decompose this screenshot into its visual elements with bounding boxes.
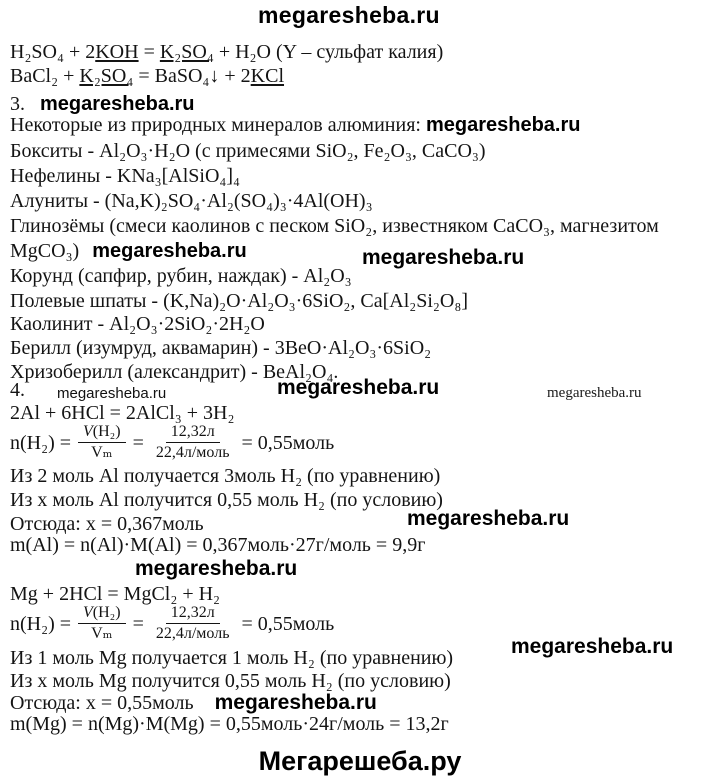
watermark-megaresheba-mg-right: megaresheba.ru <box>511 635 674 658</box>
mineral-feldspar: Полевые шпаты - (K,Na)₂O·Al₂O₃·6SiO₂, Ca[Al₂Si₂O₈] <box>10 290 468 312</box>
mineral-chrysoberyl: Хризоберилл (александрит) - BeAl₂O₄. <box>10 361 339 383</box>
fraction-values-numerator: 12,32л <box>166 604 220 624</box>
item-4-line <box>10 378 710 402</box>
fraction-volume-numerator: V(H₂) <box>78 604 126 624</box>
mineral-kaolinite: Каолинит - Al₂O₃·2SiO₂·2H₂O <box>10 313 265 335</box>
mg-proportion-line1: Из 1 моль Mg получается 1 моль H₂ (по уравнению) <box>10 647 454 669</box>
mineral-nepheline: Нефелины - KNa₃[AlSiO₄]₄ <box>10 165 241 187</box>
minerals-intro-text: Некоторые из природных минералов алюминия: <box>10 114 421 136</box>
al-proportion-line1: Из 2 моль Al получается 3моль H₂ (по уравнению) <box>10 465 441 487</box>
al-result: Отсюда: x = 0,367моль <box>10 513 204 535</box>
fraction-values-denominator: 22,4л/моль <box>155 444 230 461</box>
mg-mass: m(Mg) = n(Mg)·M(Mg) = 0,55моль·24г/моль = 13,2г <box>10 713 449 735</box>
watermark-megaresheba-item3: megaresheba.ru <box>40 93 195 115</box>
al-proportion-line2: Из x моль Al получится 0,55 моль H₂ (по условию) <box>10 489 443 511</box>
fraction-values <box>151 423 235 462</box>
item-4-number: 4. <box>10 379 25 401</box>
mole-formula-al <box>10 423 334 462</box>
fraction-volume <box>78 423 126 462</box>
equation-al-hcl: 2Al + 6HCl = 2AlCl₃ + 3H₂ <box>10 402 235 424</box>
equation-bacl2: BaCl₂ + K₂SO₄ = BaSO₄↓ + 2KCl <box>10 65 285 87</box>
watermark-megaresheba-item4-small: megaresheba.ru <box>57 385 167 402</box>
mole-formula-lhs: n(H₂) = <box>10 612 72 635</box>
mineral-alumina-line2 <box>10 239 247 263</box>
watermark-megaresheba-top: megaresheba.ru <box>258 2 440 28</box>
fraction-volume <box>78 604 126 643</box>
equation-koh: H₂SO₄ + 2KOH = K₂SO₄ + H₂O (Y – сульфат калия) <box>10 41 444 63</box>
fraction-volume-denominator: Vₘ <box>91 625 113 642</box>
watermark-megaresheba-mg-result: megaresheba.ru <box>214 691 377 714</box>
watermark-megaresheba-after-al: megaresheba.ru <box>135 557 298 580</box>
mole-formula-mg <box>10 604 334 643</box>
watermark-megaresheba-item4-bold: megaresheba.ru <box>277 376 440 399</box>
mg-proportion-line2: Из x моль Mg получится 0,55 моль H₂ (по условию) <box>10 670 451 692</box>
item-3-number: 3. <box>10 93 25 115</box>
equals-sign: = <box>132 612 144 635</box>
fraction-values-numerator: 12,32л <box>166 423 220 443</box>
al-mass: m(Al) = n(Al)·M(Al) = 0,367моль·27г/моль = 9,9г <box>10 534 426 556</box>
mg-result-text: Отсюда: x = 0,55моль <box>10 692 194 714</box>
mole-formula-result: = 0,55моль <box>241 431 335 454</box>
mineral-alunite: Алуниты - (Na,K)₂SO₄·Al₂(SO₄)₃·4Al(OH)₃ <box>10 190 373 212</box>
mineral-alumina-line1: Глинозёмы (смеси каолинов с песком SiO₂, известняком CaCO₃, магнезитом <box>10 215 659 237</box>
mole-formula-result: = 0,55моль <box>241 612 335 635</box>
watermark-megaresheba-alumina: megaresheba.ru <box>92 240 247 262</box>
mole-formula-lhs: n(H₂) = <box>10 431 72 454</box>
mineral-corundum: Корунд (сапфир, рубин, наждак) - Al₂O₃ <box>10 265 352 287</box>
fraction-values-denominator: 22,4л/моль <box>155 625 230 642</box>
fraction-volume-numerator: V(H₂) <box>78 423 126 443</box>
minerals-intro-line <box>10 113 580 137</box>
mineral-bauxite: Бокситы - Al₂O₃·H₂O (с примесями SiO₂, Fe₂O₃, CaCO₃) <box>10 140 486 162</box>
mineral-beryl: Берилл (изумруд, аквамарин) - 3BeO·Al₂O₃·6SiO₂ <box>10 337 432 359</box>
equals-sign: = <box>132 431 144 454</box>
watermark-megaresheba-item4-light: megaresheba.ru <box>547 385 642 401</box>
mineral-alumina-line2-text: MgCO₃) <box>10 240 80 262</box>
fraction-volume-denominator: Vₘ <box>91 444 113 461</box>
watermark-megaresheba-midright: megaresheba.ru <box>362 246 525 269</box>
footer-brand: Мегарешеба.ру <box>258 746 462 776</box>
watermark-megaresheba-al-result: megaresheba.ru <box>407 507 570 530</box>
fraction-values <box>151 604 235 643</box>
equation-mg-hcl: Mg + 2HCl = MgCl₂ + H₂ <box>10 583 221 605</box>
watermark-megaresheba-intro: megaresheba.ru <box>425 114 581 136</box>
